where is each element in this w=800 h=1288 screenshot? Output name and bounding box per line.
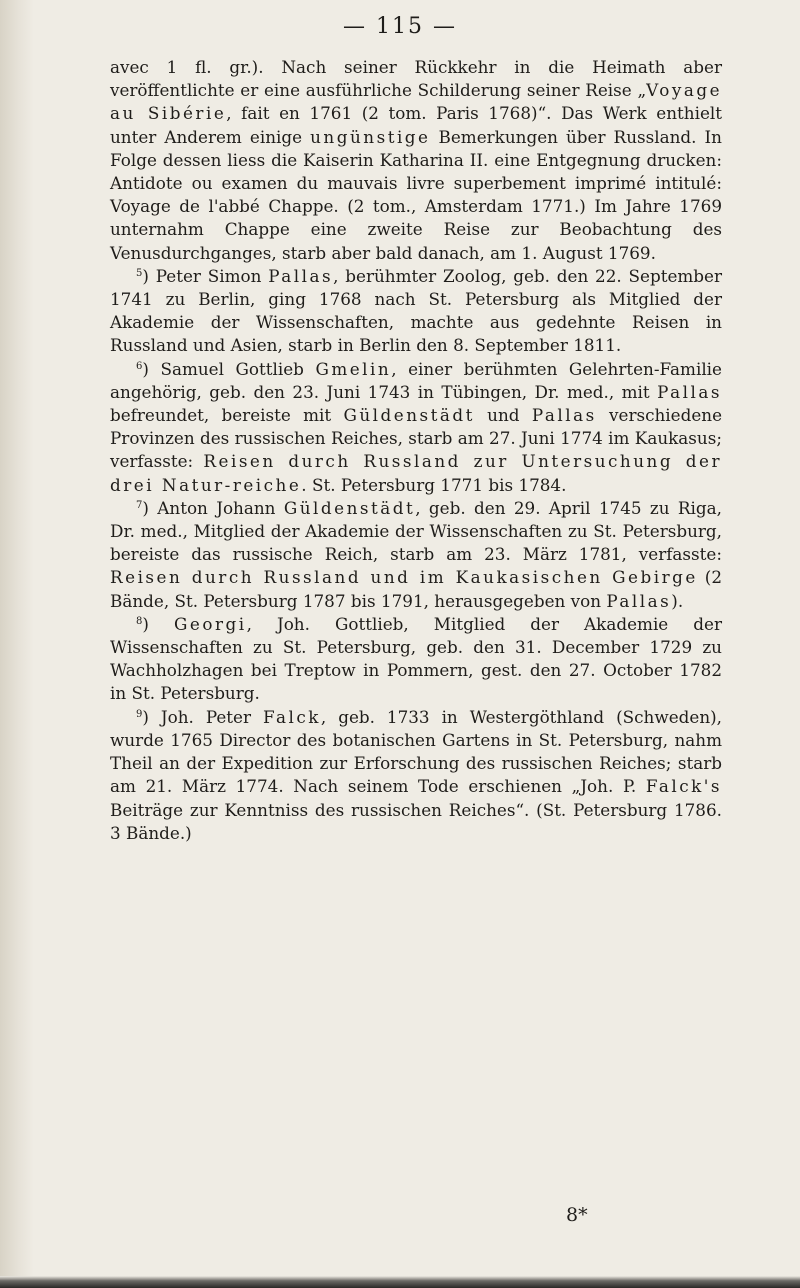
text-run: , geb. 1733 in Westergöthland (Schweden), wurde 1765 Director des botanischen Gartens in St. Petersburg, nahm Theil an der Expedition zur Erforschung des russischen Reiches; starb am 21. März 1774. Nach seinem Tode erschienen „Joh. P.	[110, 706, 723, 797]
text-run: (2 Bände, St. Petersburg 1787 bis 1791, herausgegeben von	[110, 567, 723, 611]
person-name: Gmelin	[315, 358, 392, 379]
emphasis: ungünstige	[310, 126, 431, 147]
footnote-5: $^5$) Peter Simon Pallas, berühmter Zoolog, geb. den 22. September 1741 zu Berlin, ging 1768 nach St. Petersburg als Mitglied der Akademie der Wissenschaften, machte aus gedehnte Reisen in Russland und Asien, starb in Berlin den 8. September 1811.	[110, 265, 723, 356]
footnote-9: $^9$) Joh. Peter Falck, geb. 1733 in Westergöthland (Schweden), wurde 1765 Director des botanischen Gartens in St. Petersburg, nahm Theil an der Expedition zur Erforschung des russischen Reiches; starb am 21. März 1774. Nach seinem Tode erschienen „Joh. P. Falck's Beiträge zur Kenntniss des russischen Reiches“. (St. Petersburg 1786. 3 Bände.)	[110, 706, 723, 843]
text-run: befreundet, bereiste mit	[110, 405, 344, 426]
page-number: — 115 —	[343, 14, 457, 39]
footnote-marker: 5	[136, 267, 143, 279]
footnote-marker: 7	[136, 499, 143, 511]
text-run: Peter Simon	[148, 265, 269, 286]
text-run: , geb. den 29. April 1745 zu Riga, Dr. med., Mitglied der Akademie der Wissenschaften zu St. Petersburg, bereiste das russische Reich, starb am 23. März 1781, verfasste:	[110, 497, 722, 565]
person-name: Güldenstädt	[343, 405, 475, 426]
footnote-marker: 6	[136, 360, 143, 372]
person-name: Falck's	[645, 776, 722, 797]
footnote-marker: 9	[136, 708, 143, 720]
person-name: Pallas	[606, 590, 672, 611]
page-bottom-edge	[0, 1276, 800, 1288]
text-run: ).	[671, 590, 684, 611]
text-run: Bemerkungen über Russland. In Folge dessen liess die Kaiserin Katharina II. eine Entgegnung drucken: Antidote ou examen du mauvais livre superbement imprimé intitulé: Voyage de l'abbé Chappe. (2 tom., Amsterdam 1771.) Im Jahre 1769 unternahm Chappe eine zweite Reise zur Beobachtung des Venusdurchganges, starb aber bald danach, am 1. August 1769.	[110, 126, 722, 263]
footnote-6: $^6$) Samuel Gottlieb Gmelin, einer berühmten Gelehrten-Familie angehörig, geb. den 23. Juni 1743 in Tübingen, Dr. med., mit Pallas befreundet, bereiste mit Güldenstädt und Pallas verschiedene Provinzen des russischen Reiches, starb am 27. Juni 1774 im Kaukasus; verfasste: Reisen durch Russland zur Untersuchung der drei Natur-reiche. St. Petersburg 1771 bis 1784.	[110, 358, 723, 495]
text-run: , fait en 1761 (2 tom. Paris 1768)“. Das Werk enthielt unter Anderem einige	[110, 103, 722, 147]
text-run: Joh. Peter	[148, 706, 263, 727]
footnote-8: $^8$) Georgi, Joh. Gottlieb, Mitglied der Akademie der Wissenschaften zu St. Petersburg, geb. den 31. December 1729 zu Wachholzhagen bei Treptow in Pommern, gest. den 27. October 1782 in St. Petersburg.	[110, 613, 722, 704]
book-title: Reisen durch Russland und im Kaukasischen Gebirge	[110, 567, 698, 588]
printer-signature: 8*	[566, 1204, 588, 1226]
person-name: Pallas	[531, 405, 597, 426]
text-run: , berühmter Zoolog, geb. den 22. September 1741 zu Berlin, ging 1768 nach St. Petersburg als Mitglied der Akademie der Wissenschaften, machte aus gedehnte Reisen in Russland und Asien, starb in Berlin den 8. September 1811.	[110, 265, 723, 356]
person-name: Pallas	[657, 381, 722, 402]
book-title: Reisen durch Russland zur Untersuchung der drei Natur-reiche	[110, 451, 722, 495]
person-name: Güldenstädt	[283, 497, 416, 518]
text-run: und	[474, 405, 532, 426]
text-run: Anton Johann	[148, 497, 284, 518]
person-name: Falck	[262, 706, 321, 727]
text-run: Samuel Gottlieb	[148, 358, 316, 379]
text-run: . St. Petersburg 1771 bis 1784.	[301, 474, 567, 495]
text-run	[149, 614, 174, 634]
text-run: verschiedene Provinzen des russischen Reiches, starb am 27. Juni 1774 im Kaukasus; verfasste:	[110, 405, 723, 472]
text-run: Beiträge zur Kenntniss des russischen Reiches“. (St. Petersburg 1786. 3 Bände.)	[110, 799, 722, 843]
footnote-marker: 8	[136, 615, 143, 627]
text-run: , Joh. Gottlieb, Mitglied der Akademie der Wissenschaften zu St. Petersburg, geb. den 31. December 1729 zu Wachholzhagen bei Treptow in Pommern, gest. den 27. October 1782 in St. Petersburg.	[110, 613, 722, 704]
footnote-7: $^7$) Anton Johann Güldenstädt, geb. den 29. April 1745 zu Riga, Dr. med., Mitglied der Akademie der Wissenschaften zu St. Petersburg, bereiste das russische Reich, starb am 23. März 1781, verfasste: Reisen durch Russland und im Kaukasischen Gebirge (2 Bände, St. Petersburg 1787 bis 1791, herausgegeben von Pallas).	[110, 497, 723, 611]
person-name: Pallas	[268, 265, 334, 286]
paragraph-chappe	[110, 56, 722, 265]
book-title: Voyage au Sibérie	[110, 80, 722, 124]
page-body	[110, 56, 722, 845]
text-run: avec 1 fl. gr.). Nach seiner Rückkehr in die Heimath aber veröffentlichte er eine ausführliche Schilderung seiner Reise „	[110, 57, 722, 101]
page-gutter-shadow	[0, 0, 34, 1288]
text-run: , einer berühmten Gelehrten-Familie angehörig, geb. den 23. Juni 1743 in Tübingen, Dr. med., mit	[110, 358, 722, 402]
person-name: Georgi	[174, 613, 247, 634]
